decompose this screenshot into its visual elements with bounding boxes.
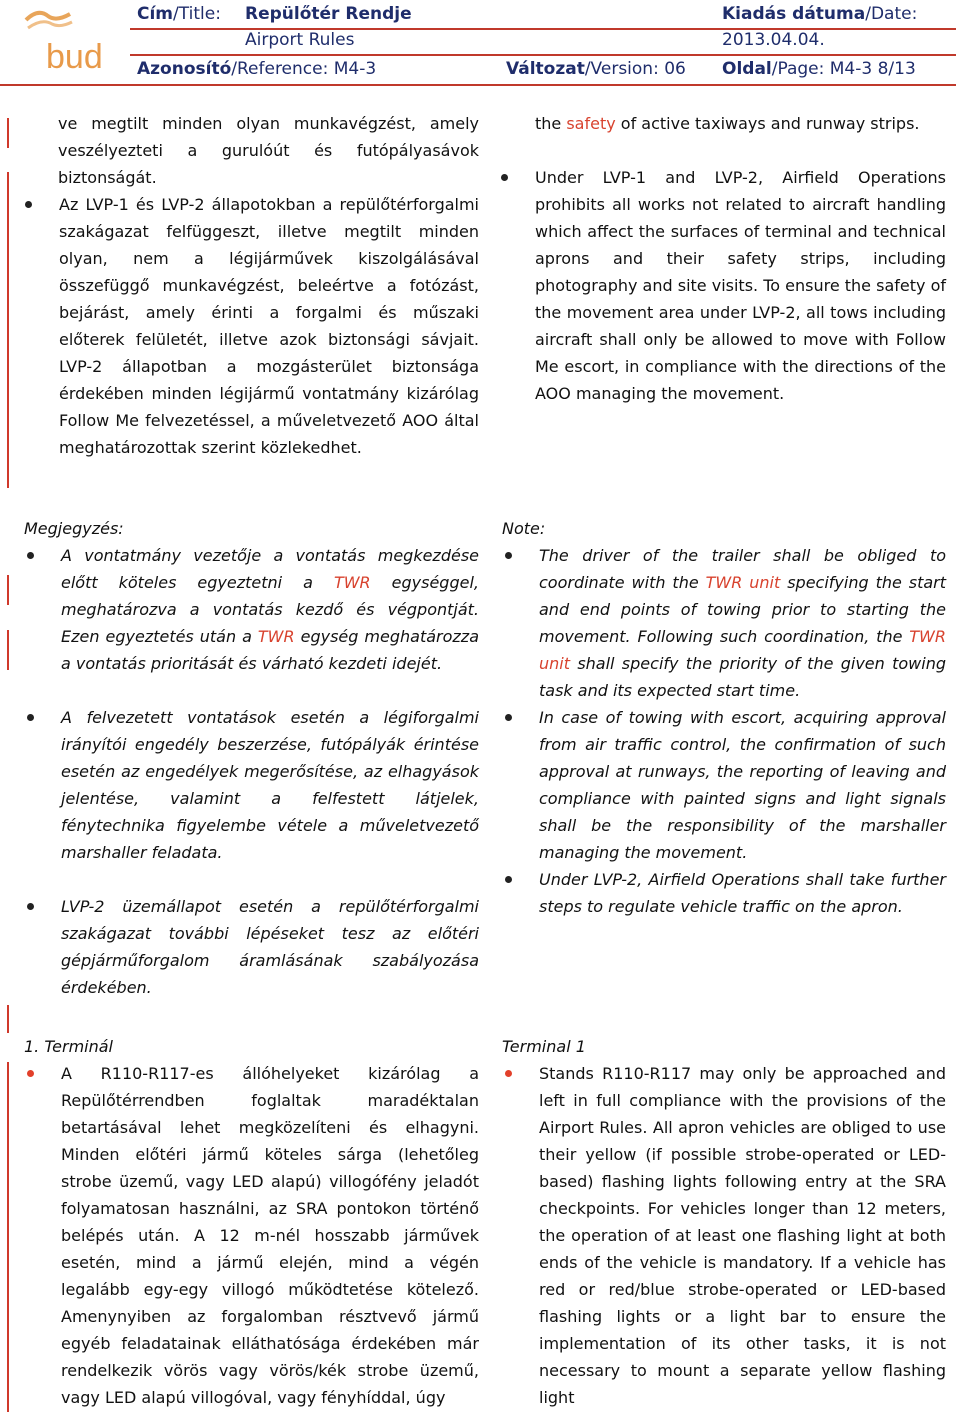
- list-item-text: Under LVP-2, Airfield Operations shall take further steps to regulate vehicle traffic on the apron.: [539, 870, 946, 916]
- change-bar: [7, 172, 9, 488]
- bullet-icon: [27, 903, 34, 910]
- bullet-icon: [505, 714, 512, 721]
- list-item-text: In case of towing with escort, acquiring approval from air traffic control, the confirmation of such approval at runways, the reporting of leaving and compliance with painted signs and light signals shall be the responsibility of the marshaller managing the movement.: [539, 708, 946, 862]
- bullet-icon: [27, 714, 34, 721]
- bud-logo: [18, 6, 118, 76]
- notes-heading: Megjegyzés:: [24, 519, 124, 538]
- bullet-icon: [27, 552, 34, 559]
- list-item-text: A vontatmány vezetője a vontatás megkezdése előtt köteles egyeztetni a TWR egységgel, meghatározva a vontatás kezdő és végpontját. Ezen egyeztetés után a TWR egység meghatározza a vontatás prioritását és várható kezdeti idejét.: [61, 546, 479, 673]
- notes-heading: Note:: [502, 519, 546, 538]
- change-bar: [7, 118, 9, 148]
- paragraph: the safety of active taxiways and runway strips.: [535, 114, 920, 133]
- change-bar: [7, 575, 9, 605]
- terminal-heading: 1. Terminál: [24, 1037, 113, 1056]
- list-item-text: The driver of the trailer shall be obliged to coordinate with the TWR unit specifying the start and end points of towing prior to starting the movement. Following such coordination, the TWR unit shall specify the priority of the given towing task and its expected start time.: [539, 546, 947, 700]
- header-title-label: Cím/Title:: [137, 4, 221, 24]
- bullet-icon: [25, 201, 32, 208]
- header-date-label: Kiadás dátuma/Date:: [722, 4, 918, 24]
- section1-en: [535, 110, 946, 407]
- bullet-icon: [501, 174, 508, 181]
- list-item-text: Stands R110-R117 may only be approached and left in full compliance with the provisions of the Airport Rules. All apron vehicles are obliged to use their yellow (if possible strobe-operated or LED-based) flashing lights following entry at the SRA checkpoints. For vehicles longer than 12 meters, the operation of at least one flashing light at both ends of the vehicle is mandatory. If a vehicle has red or red/blue strobe-operated or LED-based flashing lights or a light bar to ensure the implementation of its other tasks, it is not necessary to mount a separate yellow flashing light: [539, 1064, 946, 1407]
- list-item-text: Under LVP-1 and LVP-2, Airfield Operations prohibits all works not related to aircraft handling which affect the surfaces of terminal and technical aprons and their safety strips, including photography and site visits. To ensure the safety of the movement area under LVP-2, all tows including aircraft shall only be allowed to move with Follow Me escort, in compliance with the directions of the AOO managing the movement.: [535, 168, 946, 403]
- header-page: Oldal/Page: M4-3 8/13: [722, 59, 916, 79]
- list-item: [24, 1060, 479, 1411]
- list-item: [502, 866, 946, 920]
- bullet-icon: [505, 552, 512, 559]
- list-item-text: Az LVP-1 és LVP-2 állapotokban a repülőtérforgalmi szakágazat felfüggeszt, illetve megtilt minden olyan, nem a légijárművek kiszolgálásával összefüggő munkavégzést, beleértve a fotózást, bejárást, amely érinti a forgalmi és műszaki előterek felületét, illetve azok biztonsági sávjait. LVP-2 állapotban a mozgásterület biztonsága érdekében minden légijármű vontatmány kizárólag Follow Me felvezetéssel, a műveletvezető AOO által meghatározottak szerint közlekedhet.: [59, 195, 479, 457]
- header-date-value: 2013.04.04.: [722, 30, 825, 50]
- change-bar: [7, 1005, 9, 1033]
- list-item: [502, 704, 946, 866]
- header-title-hu: Repülőtér Rendje: [245, 4, 412, 24]
- terminal-hu: [24, 1033, 479, 1411]
- list-item: [502, 1060, 946, 1411]
- header-rule-bottom: [0, 84, 956, 86]
- list-item-text: A R110-R117-es állóhelyeket kizárólag a Repülőtérrendben foglaltak maradéktalan betartásával lehet megközelíteni és elhagyni. Minden előtéri jármű köteles sárga (lehetőleg strobe üzemű, vagy LED alapú) villogófény jeladót folyamatosan használni, az SRA pontokon történő belépés után. A 12 m-nél hosszabb járművek esetén, mind a jármű elején, mind a végén legalább egy-egy villogó működtetése kötelező. Amenynyiben az forgalomban résztvevő jármű egyéb feladatainak elláthatósága érdekében már rendelkezik vörös vagy vörös/kék strobe üzemű, vagy LED alapú villogóval, vagy fényhíddal, úgy: [61, 1064, 479, 1407]
- header-rule-top: [130, 28, 956, 30]
- terminal-en: [502, 1033, 946, 1411]
- notes-en: [502, 515, 946, 920]
- notes-hu: [24, 515, 479, 1001]
- list-item: [24, 542, 479, 677]
- bullet-icon: [505, 1070, 512, 1077]
- list-item: [502, 542, 946, 704]
- logo-text: bud: [46, 38, 103, 76]
- bullet-icon: [505, 876, 512, 883]
- section1-hu: [58, 110, 479, 461]
- bullet-icon: [27, 1070, 34, 1077]
- change-bar: [7, 1062, 9, 1412]
- list-item-text: LVP-2 üzemállapot esetén a repülőtérforgalmi szakágazat további lépéseket tesz az előtéri gépjárműforgalom áramlásának szabályozása érdekében.: [61, 897, 479, 997]
- page-header: [0, 0, 960, 88]
- list-item: [22, 191, 479, 461]
- paragraph: ve megtilt minden olyan munkavégzést, amely veszélyezteti a gurulóút és futópályasávok biztonságát.: [58, 114, 479, 187]
- list-item: [24, 893, 479, 1001]
- list-item: [24, 704, 479, 866]
- change-bar: [7, 630, 9, 670]
- list-item: [498, 164, 946, 407]
- header-version: Változat/Version: 06: [506, 59, 686, 79]
- list-item-text: A felvezetett vontatások esetén a légiforgalmi irányítói engedély beszerzése, futópályák érintése esetén az engedélyek megerősítése, az elhagyások jelentése, valamint a felfestett látjelek, fénytechnika figyelembe vétele a műveletvezető marshaller feladata.: [61, 708, 479, 862]
- header-reference: Azonosító/Reference: M4-3: [137, 59, 377, 79]
- terminal-heading: Terminal 1: [502, 1037, 586, 1056]
- header-title-en: Airport Rules: [245, 30, 355, 50]
- header-rule-mid: [130, 54, 956, 56]
